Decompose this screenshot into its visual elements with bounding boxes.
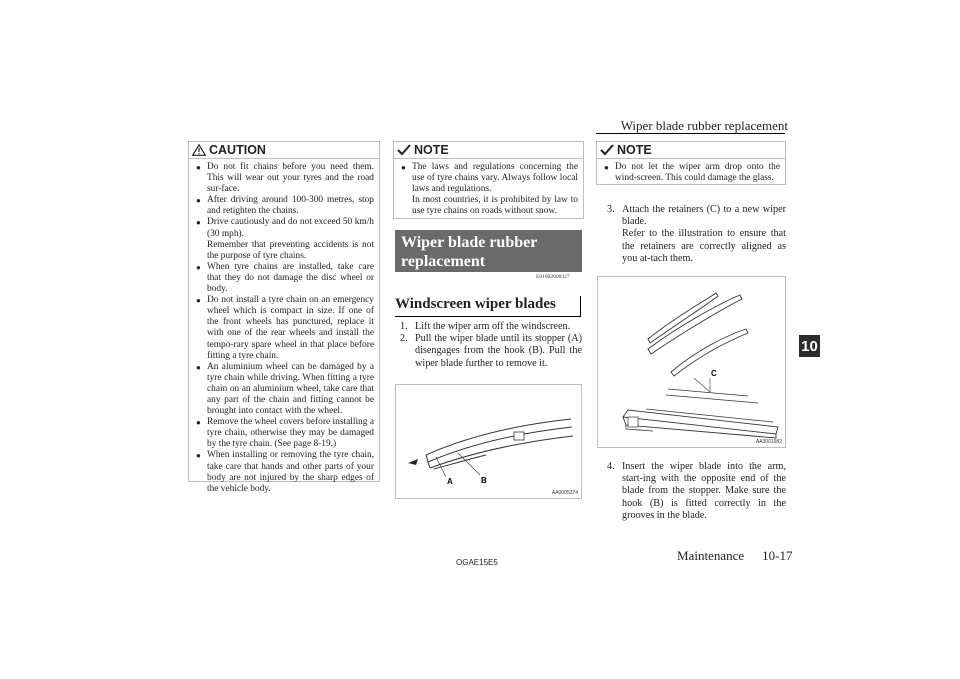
caution-item: ● After driving around 100-300 metres, stop and retighten the chains.	[196, 195, 374, 217]
caution-header	[189, 142, 379, 159]
running-header: Wiper blade rubber replacement	[620, 118, 788, 133]
chapter-tab: 10	[799, 335, 820, 357]
note-header	[597, 142, 785, 159]
warning-triangle-icon	[192, 144, 206, 156]
step-item: 1. Lift the wiper arm off the windscreen.	[400, 321, 571, 332]
section-title-banner: Wiper blade rubber replacement	[395, 230, 582, 272]
figure-retainer-alignment	[597, 276, 786, 448]
note-item: ● Do not let the wiper arm drop onto the wind-screen. This could damage the glass.	[604, 162, 780, 184]
subsection-title: Windscreen wiper blades	[395, 296, 556, 312]
step-3	[607, 204, 786, 265]
step-item: 2. Pull the wiper blade until its stopper (A) disengages from the hook (B). Pull the wiper blade further to remove it.	[400, 333, 582, 369]
step-4	[607, 461, 786, 522]
section-code: E01002600327	[536, 274, 570, 280]
footer-section-name: Maintenance	[677, 548, 745, 563]
document-code: OGAE15E5	[456, 558, 498, 567]
caution-item: ● Remove the wheel covers before installing a tyre chain, otherwise they may be damaged by the tyre chain. (See page 8-19.)	[196, 417, 374, 450]
retainer-illustration	[598, 277, 785, 447]
note-header	[394, 142, 583, 159]
caution-box	[188, 141, 380, 494]
caution-heading: CAUTION	[209, 143, 266, 157]
caution-item: ● When installing or removing the tyre chain, take care that hands and other parts of your body are not injured by the sharp edges of the vehicle body.	[196, 450, 374, 494]
page-number: 10-17	[762, 548, 793, 563]
note-check-icon	[397, 144, 411, 156]
note-list	[597, 159, 785, 187]
caution-list	[189, 159, 379, 498]
caution-item: ● Do not fit chains before you need them. This will wear out your tyres and the road sur-face.	[196, 162, 374, 195]
header-rule	[596, 133, 785, 134]
caution-item: ● Do not install a tyre chain on an emergency wheel which is compact in size. If one of the front wheels has punctured, replace it with one of the rear wheels and install the tempo-rary spare wheel in that place before fitting a tyre chain.	[196, 295, 374, 362]
figure-wiper-removal	[395, 384, 582, 499]
note-check-icon	[600, 144, 614, 156]
label-a: A	[447, 477, 453, 486]
note-item: ● The laws and regulations concerning the use of tyre chains vary. Always follow local laws and regulations. In most countries, it is prohibited by law to use tyre chains on roads without snow.	[401, 162, 578, 217]
figure-code: AA3001982	[755, 439, 782, 445]
note-box-tyre-laws	[393, 141, 584, 219]
note-heading: NOTE	[617, 143, 652, 157]
subsection-rule	[395, 316, 581, 317]
caution-item: ● An aluminium wheel can be damaged by a tyre chain while driving. When fitting a tyre chain on an aluminium wheel, take care that any part of the chain and fitting cannot be brought into contact with the wheel.	[196, 362, 374, 417]
figure-code: AA0005274	[551, 490, 578, 496]
label-b: B	[481, 476, 487, 485]
step-item: 3. Attach the retainers (C) to a new wiper blade. Refer to the illustration to ensure that the retainers are correctly aligned as you at-tach them.	[607, 204, 786, 264]
wiper-removal-illustration	[396, 385, 581, 498]
caution-item: ● Drive cautiously and do not exceed 50 km/h (30 mph). Remember that preventing accidents is not the purpose of tyre chains.	[196, 217, 374, 261]
subsection-rule-end	[580, 296, 581, 317]
note-list	[394, 159, 583, 220]
footer-section	[677, 548, 792, 564]
note-box-wiper-arm	[596, 141, 786, 185]
caution-item: ● When tyre chains are installed, take care that they do not damage the disc wheel or body.	[196, 262, 374, 295]
label-c: C	[711, 369, 717, 378]
steps-left	[400, 321, 582, 370]
step-item: 4. Insert the wiper blade into the arm, start-ing with the opposite end of the blade from the stopper. Make sure the hook (B) is fitted correctly in the grooves in the blade.	[607, 461, 786, 521]
note-heading: NOTE	[414, 143, 449, 157]
